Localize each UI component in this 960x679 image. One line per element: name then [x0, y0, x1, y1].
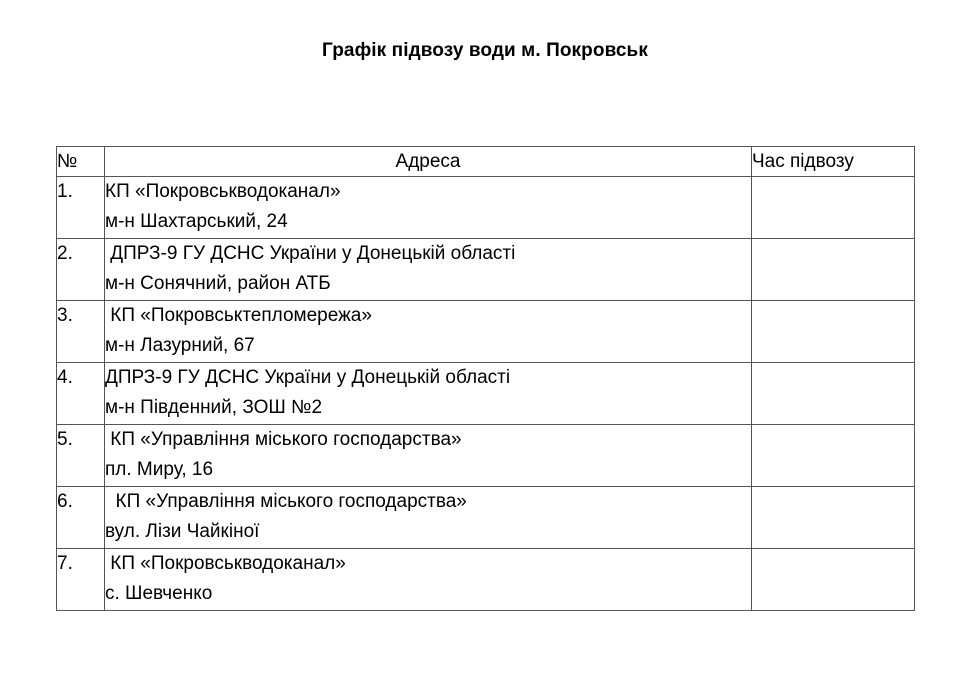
row-number: 6. — [57, 487, 105, 549]
row-number: 7. — [57, 549, 105, 611]
row-number: 1. — [57, 177, 105, 239]
table-header-row — [57, 147, 915, 177]
address-location: м-н Лазурний, 67 — [105, 335, 255, 356]
address-location: вул. Лізи Чайкіної — [105, 521, 260, 542]
address-location: м-н Сонячний, район АТБ — [105, 273, 331, 294]
row-number: 5. — [57, 425, 105, 487]
row-number: 2. — [57, 239, 105, 301]
table-row — [57, 549, 915, 611]
row-delivery-time — [752, 177, 915, 239]
row-delivery-time — [752, 549, 915, 611]
row-delivery-time — [752, 363, 915, 425]
row-number: 3. — [57, 301, 105, 363]
address-organization: ДПРЗ-9 ГУ ДСНС України у Донецькій області — [105, 243, 516, 264]
address-organization: КП «Управління міського господарства» — [105, 491, 467, 512]
row-delivery-time — [752, 425, 915, 487]
address-organization: КП «Покровськтепломережа» — [105, 305, 372, 326]
row-address — [105, 363, 752, 425]
row-address — [105, 239, 752, 301]
row-address — [105, 177, 752, 239]
table-row — [57, 301, 915, 363]
table-row — [57, 363, 915, 425]
address-location: пл. Миру, 16 — [105, 459, 214, 480]
address-location: м-н Південний, ЗОШ №2 — [105, 397, 323, 418]
row-address — [105, 301, 752, 363]
table-row — [57, 487, 915, 549]
row-address — [105, 549, 752, 611]
row-delivery-time — [752, 301, 915, 363]
page-title: Графік підвозу води м. Покровськ — [322, 40, 648, 61]
address-organization: КП «Покровськводоканал» — [105, 181, 341, 202]
row-address — [105, 487, 752, 549]
row-number: 4. — [57, 363, 105, 425]
row-delivery-time — [752, 487, 915, 549]
row-address — [105, 425, 752, 487]
header-address: Адреса — [105, 147, 752, 177]
address-location: м-н Шахтарський, 24 — [105, 211, 288, 232]
row-delivery-time — [752, 239, 915, 301]
water-delivery-schedule-table — [56, 146, 915, 611]
header-delivery-time: Час підвозу — [752, 147, 915, 177]
address-organization: КП «Покровськводоканал» — [105, 553, 346, 574]
address-location: с. Шевченко — [105, 583, 213, 604]
table-row — [57, 425, 915, 487]
address-organization: ДПРЗ-9 ГУ ДСНС України у Донецькій області — [105, 367, 511, 388]
header-number: № — [57, 147, 105, 177]
table-row — [57, 239, 915, 301]
table-row — [57, 177, 915, 239]
address-organization: КП «Управління міського господарства» — [105, 429, 462, 450]
